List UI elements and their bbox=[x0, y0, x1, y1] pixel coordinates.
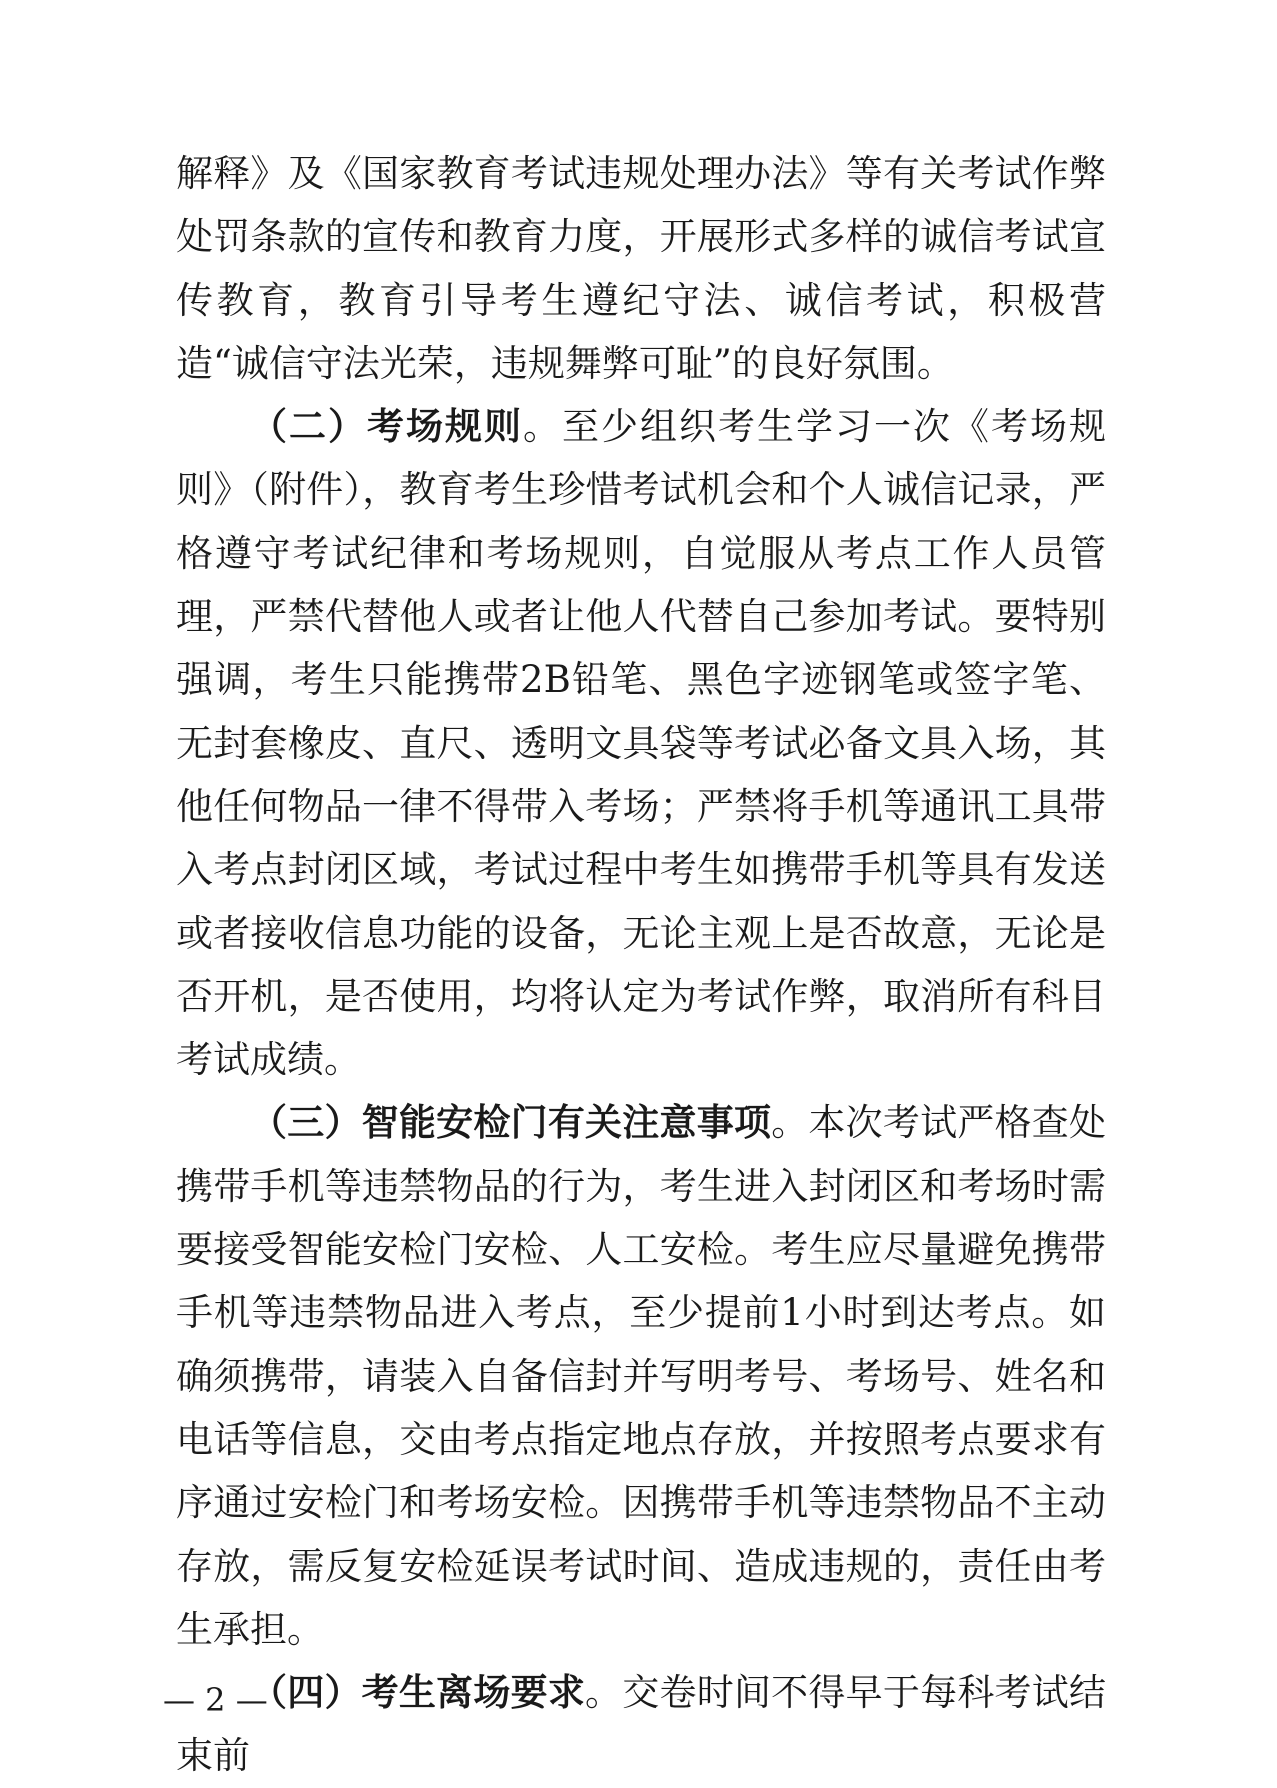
section-3-heading: （三）智能安检门有关注意事项 bbox=[250, 1100, 772, 1145]
section-2-text: 。至少组织考生学习一次《考场规则》（附件），教育考生珍惜考试机会和个人诚信记录，严格遵守考试纪律和考场规则，自觉服从考点工作人员管理，严禁代替他人或者让他人代替自己参加考试。要特别强调，考生只能携带2B铅笔、黑色字迹钢笔或签字笔、无封套橡皮、直尺、透明文具袋等考试必备文具入场，其他任何物品一律不得带入考场；严禁将手机等通讯工具带入考点封闭区域，考试过程中考生如携带手机等具有发送或者接收信息功能的设备，无论主观上是否故意，无论是否开机，是否使用，均将认定为考试作弊，取消所有科目考试成绩。 bbox=[176, 405, 1106, 1082]
page-number: — 2 — bbox=[163, 1681, 268, 1719]
body-text bbox=[176, 142, 1106, 1788]
paragraph-section-4 bbox=[176, 1661, 1106, 1788]
section-2-heading: （二）考场规则 bbox=[250, 404, 523, 449]
section-4-heading: （四）考生离场要求 bbox=[250, 1670, 586, 1715]
paragraph-continuation bbox=[176, 142, 1106, 395]
paragraph-section-2 bbox=[176, 395, 1106, 1091]
paragraph-continuation-text: 解释》及《国家教育考试违规处理办法》等有关考试作弊处罚条款的宣传和教育力度，开展形式多样的诚信考试宣传教育，教育引导考生遵纪守法、诚信考试，积极营造“诚信守法光荣，违规舞弊可耻”的良好氛围。 bbox=[176, 152, 1106, 385]
section-3-text: 。本次考试严格查处携带手机等违禁物品的行为，考生进入封闭区和考场时需要接受智能安检门安检、人工安检。考生应尽量避免携带手机等违禁物品进入考点，至少提前1小时到达考点。如确须携带，请装入自备信封并写明考号、考场号、姓名和电话等信息，交由考点指定地点存放，并按照考点要求有序通过安检门和考场安检。因携带手机等违禁物品不主动存放，需反复安检延误考试时间、造成违规的，责任由考生承担。 bbox=[176, 1101, 1107, 1651]
paragraph-section-3 bbox=[176, 1091, 1106, 1661]
section-4-text: 。交卷时间不得早于每科考试结束前 bbox=[176, 1671, 1107, 1778]
